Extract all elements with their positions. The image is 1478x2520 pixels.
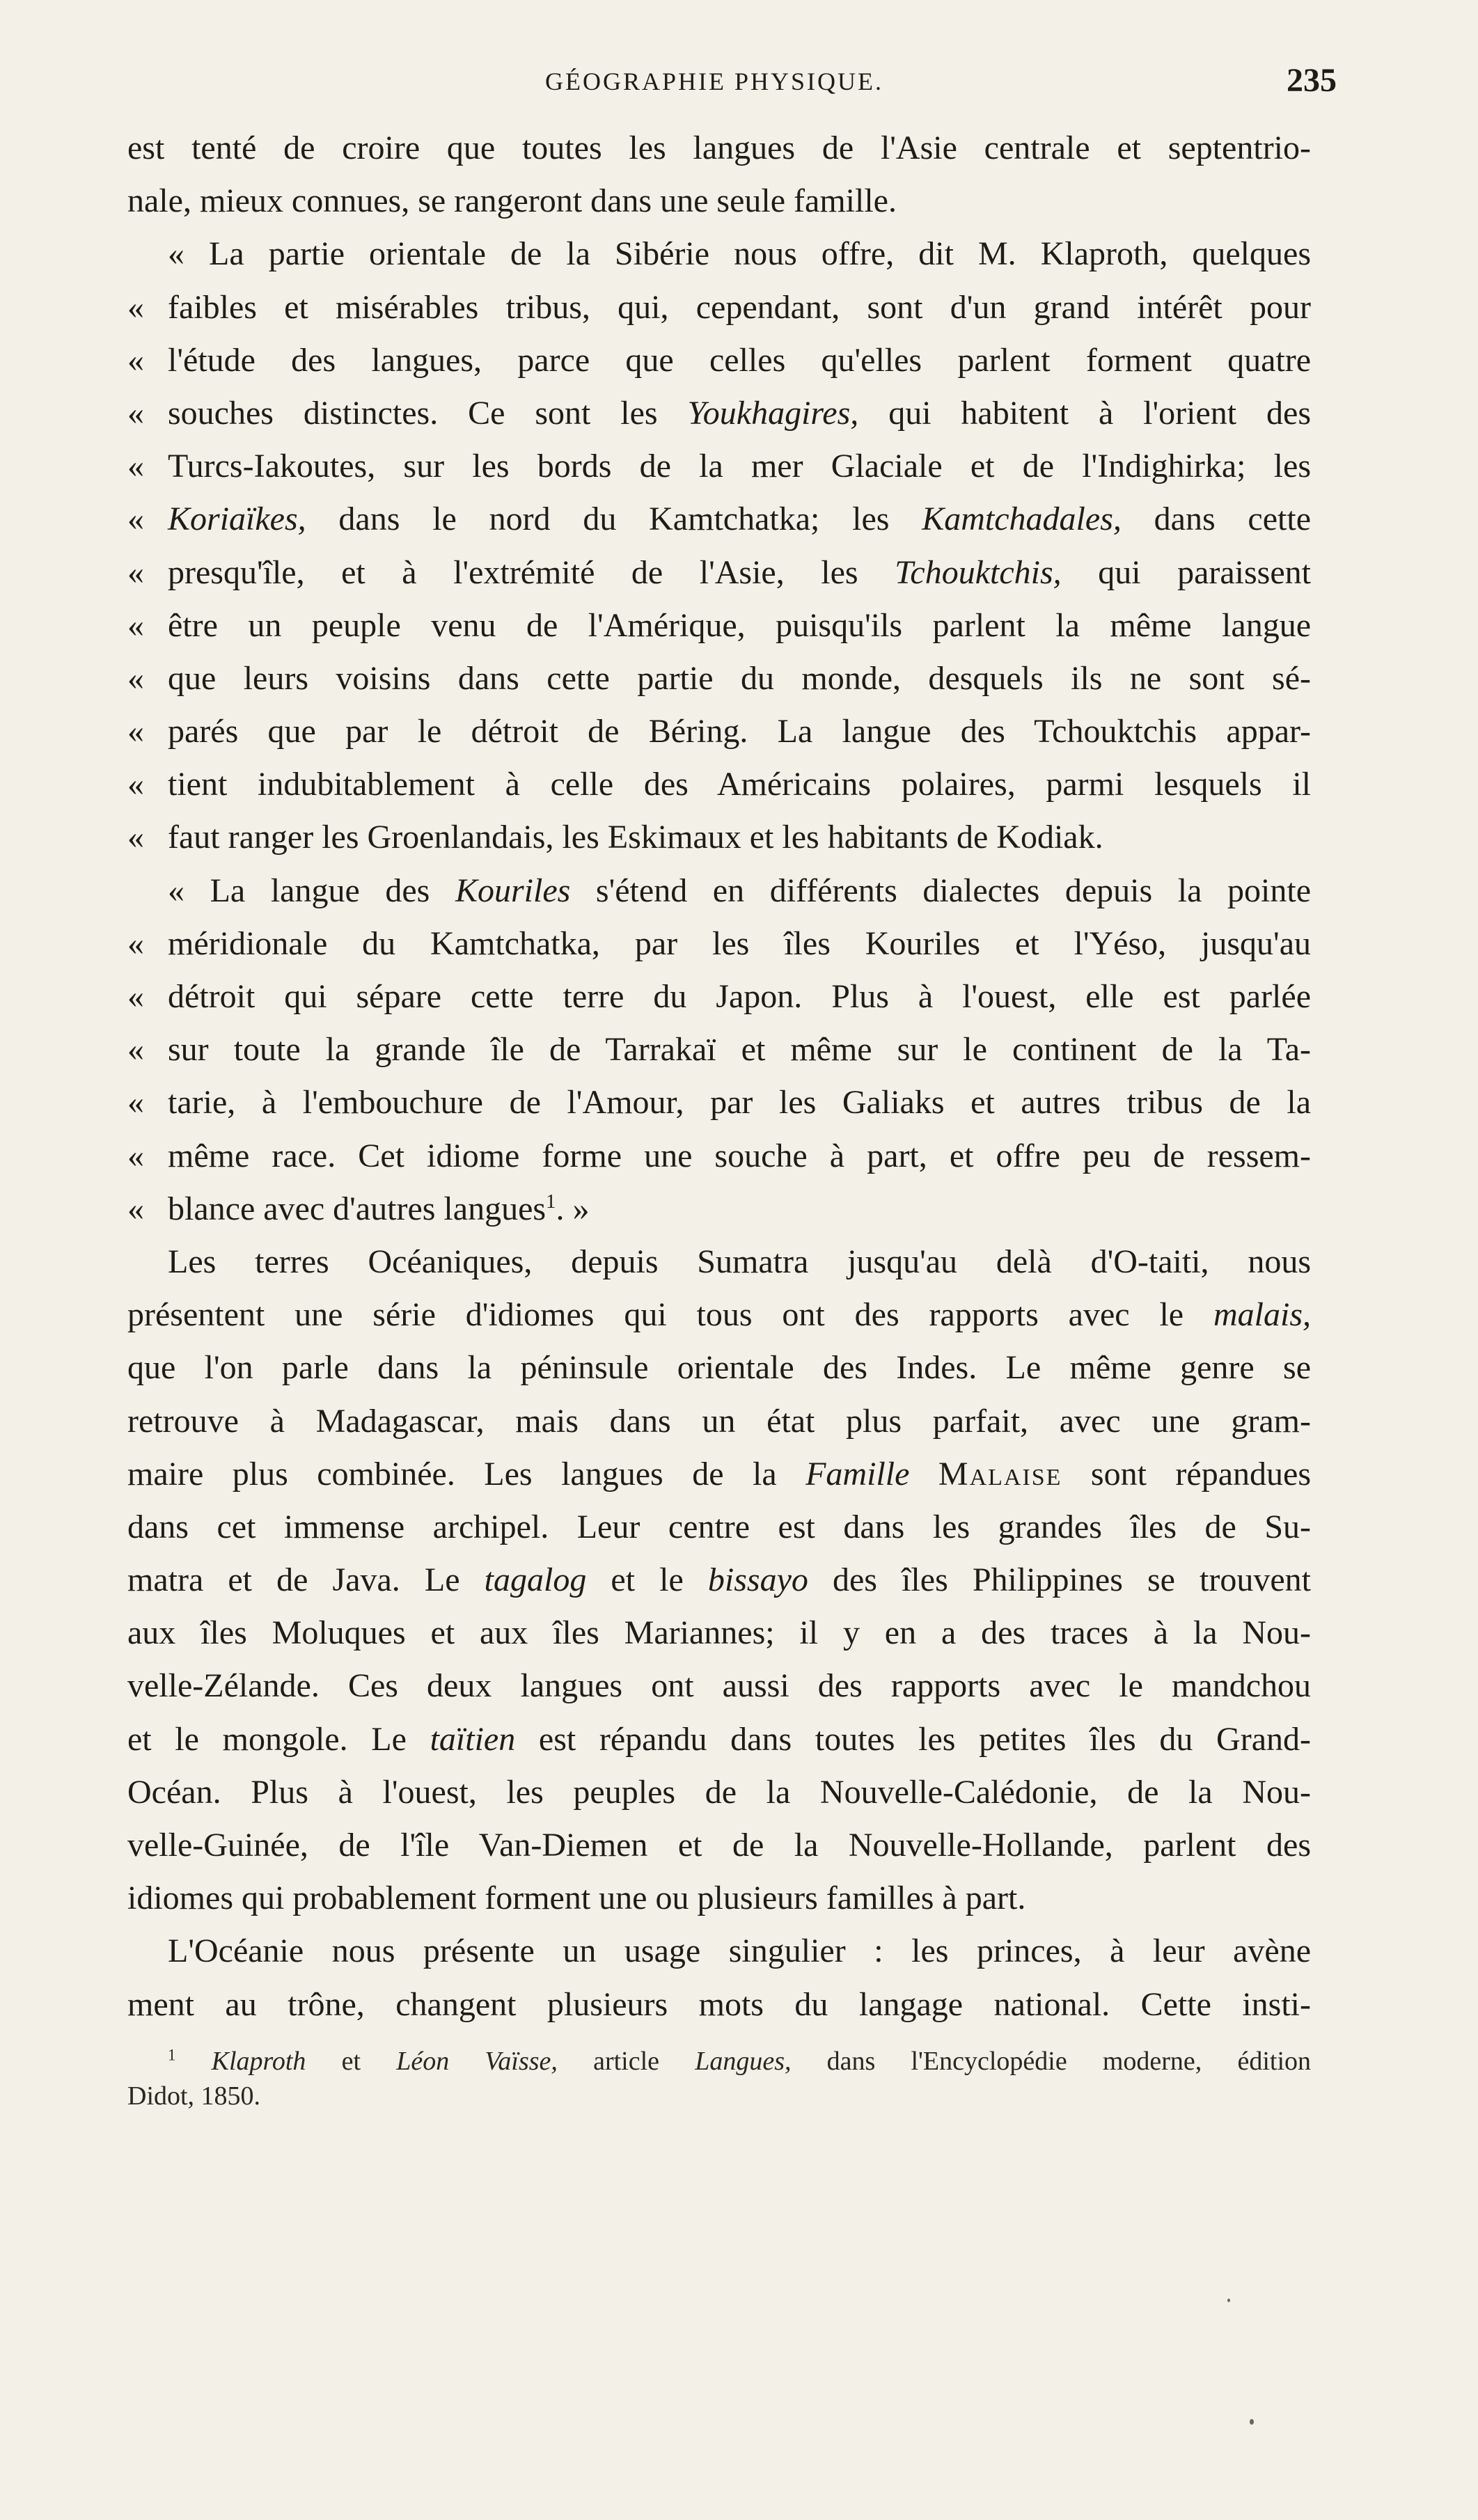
- footnote-ref: 1: [546, 1190, 556, 1213]
- text-line: « tient indubitablement à celle des Américains polaires, parmi lesquels il: [127, 758, 1311, 811]
- quote-mark: «: [127, 501, 144, 538]
- text-line: « faibles et misérables tribus, qui, cependant, sont d'un grand intérêt pour: [127, 281, 1311, 334]
- text-line: « La partie orientale de la Sibérie nous offre, dit M. Klaproth, quelques: [168, 235, 1311, 273]
- text-line: dans cet immense archipel. Leur centre est dans les grandes îles de Su-: [127, 1508, 1311, 1545]
- text-line: « l'étude des langues, parce que celles qu'elles parlent forment quatre: [127, 334, 1311, 387]
- text-line: « sur toute la grande île de Tarrakaï et même sur le continent de la Ta-: [127, 1023, 1311, 1076]
- quote-mark: «: [127, 713, 144, 750]
- text-line: aux îles Moluques et aux îles Mariannes; il y en a des traces à la Nou-: [127, 1614, 1311, 1652]
- quote-mark: «: [127, 553, 144, 591]
- text-line: que l'on parle dans la péninsule orientale des Indes. Le même genre se: [127, 1349, 1311, 1387]
- text-line: « presqu'île, et à l'extrémité de l'Asie, les Tchouktchis, qui paraissent: [127, 546, 1311, 599]
- page-number: 235: [1287, 62, 1337, 99]
- text-line: ment au trône, changent plusieurs mots du langage national. Cette insti-: [127, 1985, 1311, 2023]
- text-line: et le mongole. Le taïtien est répandu dans toutes les petites îles du Grand-: [127, 1720, 1311, 1758]
- text-line: L'Océanie nous présente un usage singulier : les princes, à leur avène: [168, 1932, 1311, 1970]
- text-line: « tarie, à l'embouchure de l'Amour, par les Galiaks et autres tribus de la: [127, 1076, 1311, 1129]
- quote-mark: «: [127, 288, 144, 326]
- text-line: « même race. Cet idiome forme une souche à part, et offre peu de ressem-: [127, 1130, 1311, 1183]
- paper-speck: [1227, 2299, 1230, 2302]
- quote-mark: «: [127, 978, 144, 1015]
- body-text: [127, 122, 1311, 2031]
- text-line: velle-Zélande. Ces deux langues ont aussi des rapports avec le mandchou: [127, 1667, 1311, 1705]
- text-line: « détroit qui sépare cette terre du Japon. Plus à l'ouest, elle est parlée: [127, 970, 1311, 1023]
- text-line: « Turcs-Iakoutes, sur les bords de la mer Glaciale et de l'Indighirka; les: [127, 440, 1311, 493]
- text-line: idiomes qui probablement forment une ou plusieurs familles à part.: [127, 1880, 1026, 1917]
- text-line: présentent une série d'idiomes qui tous ont des rapports avec le malais,: [127, 1296, 1311, 1334]
- text-line: matra et de Java. Le tagalog et le bissayo des îles Philippines se trouvent: [127, 1561, 1312, 1599]
- quote-mark: «: [127, 1031, 144, 1069]
- quote-mark: «: [127, 1190, 144, 1227]
- text-line: nale, mieux connues, se rangeront dans une seule famille.: [127, 182, 897, 220]
- text-line: « La langue des Kouriles s'étend en différents dialectes depuis la pointe: [168, 872, 1312, 909]
- text-line: Les terres Océaniques, depuis Sumatra jusqu'au delà d'O-taiti, nous: [168, 1243, 1311, 1280]
- text-line: « parés que par le détroit de Béring. La langue des Tchouktchis appar-: [127, 705, 1311, 758]
- text-line: maire plus combinée. Les langues de la Famille Malaise sont répandues: [127, 1455, 1312, 1493]
- text-line: « Koriaïkes, dans le nord du Kamtchatka; les Kamtchadales, dans cette: [127, 493, 1311, 546]
- text-line: « blance avec d'autres langues$^1$. »: [127, 1183, 1311, 1236]
- footnote: [127, 2044, 1311, 2113]
- text-line: « méridionale du Kamtchatka, par les îles Kouriles et l'Yéso, jusqu'au: [127, 918, 1311, 970]
- quote-mark: «: [127, 1137, 144, 1174]
- text-line: Océan. Plus à l'ouest, les peuples de la Nouvelle-Calédonie, de la Nou-: [127, 1773, 1311, 1811]
- text-line: « souches distinctes. Ce sont les Youkhagires, qui habitent à l'orient des: [127, 387, 1311, 440]
- quote-mark: «: [127, 1084, 144, 1121]
- quote-mark: «: [127, 341, 144, 379]
- text-line: « être un peuple venu de l'Amérique, puisqu'ils parlent la même langue: [127, 599, 1311, 652]
- text-line: retrouve à Madagascar, mais dans un état plus parfait, avec une gram-: [127, 1402, 1311, 1440]
- quote-mark: «: [127, 394, 144, 432]
- text-line: est tenté de croire que toutes les langues de l'Asie centrale et septentrio-: [127, 129, 1311, 166]
- quote-mark: «: [127, 606, 144, 644]
- text-line: « faut ranger les Groenlandais, les Eskimaux et les habitants de Kodiak.: [127, 811, 1311, 864]
- text-line: velle-Guinée, de l'île Van-Diemen et de la Nouvelle-Hollande, parlent des: [127, 1827, 1311, 1864]
- quote-mark: «: [127, 819, 144, 856]
- text-line: « que leurs voisins dans cette partie du monde, desquels ils ne sont sé-: [127, 652, 1311, 705]
- footnote-line: $^1$ Klaproth et Léon Vaïsse, article Langues, dans l'Encyclopédie moderne, édition: [168, 2046, 1312, 2076]
- quote-mark: «: [127, 659, 144, 697]
- footnote-line: Didot, 1850.: [127, 2081, 261, 2111]
- paper-speck: [1250, 2419, 1254, 2425]
- quote-mark: «: [127, 924, 144, 962]
- quote-mark: «: [127, 448, 144, 485]
- quote-mark: «: [127, 766, 144, 803]
- running-title: GÉOGRAPHIE PHYSIQUE.: [545, 68, 884, 95]
